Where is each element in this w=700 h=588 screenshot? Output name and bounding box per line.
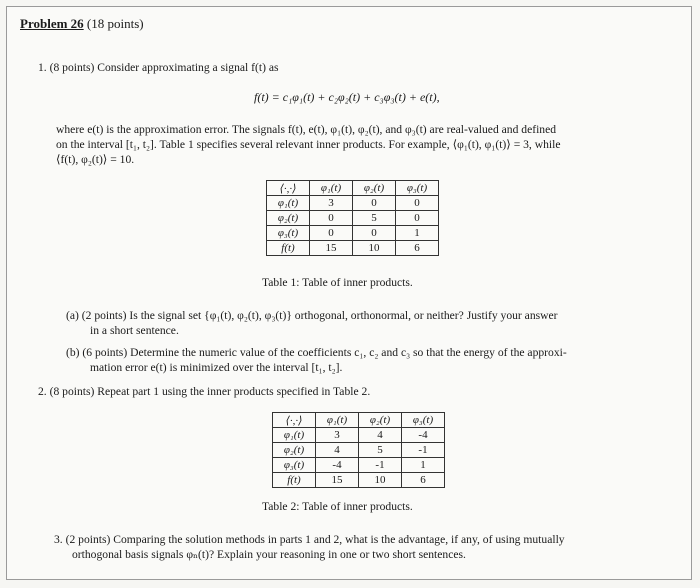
table-1-row [267,196,439,211]
table-2-cell: 4 [316,443,359,458]
part1-desc-line-3: ⟨f(t), φ₂(t)⟩ = 10. [56,153,135,166]
table-1-cell: 15 [310,241,353,256]
table-1-cell: 5 [353,211,396,226]
table-1-row-label: φ₂(t) [267,211,310,226]
part1-desc-line-1: where e(t) is the approximation error. The signals f(t), e(t), φ₁(t), φ₂(t), and φ₃(t) are real-valued and defined [56,123,557,136]
table-1-row-label: f(t) [267,241,310,256]
table-2-header-cell: φ₁(t) [316,413,359,428]
table-2-header-cell: φ₃(t) [402,413,445,428]
table-1-cell: 0 [353,196,396,211]
table-1-cell: 6 [396,241,439,256]
table-2-cell: 15 [316,473,359,488]
table-1-row [267,241,439,256]
part3-line-1: 3. (2 points) Comparing the solution methods in parts 1 and 2, what is the advantage, if any, of using mutually [54,533,565,546]
table-2-cell: 4 [359,428,402,443]
table-1-header-cell: φ₃(t) [396,181,439,196]
part1-desc-line-2: on the interval [t₁, t₂]. Table 1 specifies several relevant inner products. For example, ⟨φ₁(t), φ₁(t)⟩ = 3, while [56,138,561,151]
table-1-cell: 0 [310,211,353,226]
table-2-row [273,428,445,443]
table-1-cell: 0 [396,196,439,211]
table-2-cell: 5 [359,443,402,458]
table-2-cell: -4 [316,458,359,473]
table-2-cell: 10 [359,473,402,488]
table-2-header-cell: φ₂(t) [359,413,402,428]
part3-line-2: orthogonal basis signals φₙ(t)? Explain your reasoning in one or two short sentences. [72,548,466,561]
table-1-row [267,211,439,226]
problem-title-main: Problem 26 [20,16,84,31]
table-2-row [273,443,445,458]
table-2-cell: 1 [402,458,445,473]
table-1 [266,180,439,256]
table-2-row-label: φ₂(t) [273,443,316,458]
table-1-header-cell: ⟨·,·⟩ [267,181,310,196]
table-1-cell: 3 [310,196,353,211]
part2-text: 2. (8 points) Repeat part 1 using the inner products specified in Table 2. [38,385,371,398]
table-2-row-label: f(t) [273,473,316,488]
table-1-cell: 0 [310,226,353,241]
table-2-header-cell: ⟨·,·⟩ [273,413,316,428]
table-2 [272,412,445,488]
table-2-header [273,413,445,428]
table-2-row [273,458,445,473]
part1b-line-2: mation error e(t) is minimized over the interval [t₁, t₂]. [90,361,343,374]
problem-title [20,16,144,32]
part1-intro: 1. (8 points) Consider approximating a signal f(t) as [38,61,279,74]
table-2-caption: Table 2: Table of inner products. [262,500,413,513]
part1a-line-2: in a short sentence. [90,324,179,337]
table-1-cell: 1 [396,226,439,241]
table-2-cell: -1 [359,458,402,473]
table-2-cell: -1 [402,443,445,458]
part1a-line-1: (a) (2 points) Is the signal set {φ₁(t), φ₂(t), φ₃(t)} orthogonal, orthonormal, or neither? Justify your answer [66,309,558,322]
table-1-row [267,226,439,241]
table-1-cell: 0 [396,211,439,226]
table-1-row-label: φ₃(t) [267,226,310,241]
table-1-cell: 0 [353,226,396,241]
table-1-caption: Table 1: Table of inner products. [262,276,413,289]
table-1-row-label: φ₁(t) [267,196,310,211]
table-1-header-cell: φ₁(t) [310,181,353,196]
table-2-row-label: φ₃(t) [273,458,316,473]
table-2-cell: -4 [402,428,445,443]
problem-points: (18 points) [86,16,144,31]
table-2-row-label: φ₁(t) [273,428,316,443]
table-2-cell: 6 [402,473,445,488]
table-1-header [267,181,439,196]
table-2-cell: 3 [316,428,359,443]
table-1-header-cell: φ₂(t) [353,181,396,196]
approximation-equation: f(t) = c₁φ₁(t) + c₂φ₂(t) + c₃φ₃(t) + e(t), [254,90,440,104]
part1b-line-1: (b) (6 points) Determine the numeric value of the coefficients c₁, c₂ and c₃ so that the energy of the approxi- [66,346,567,359]
table-1-cell: 10 [353,241,396,256]
table-2-row [273,473,445,488]
